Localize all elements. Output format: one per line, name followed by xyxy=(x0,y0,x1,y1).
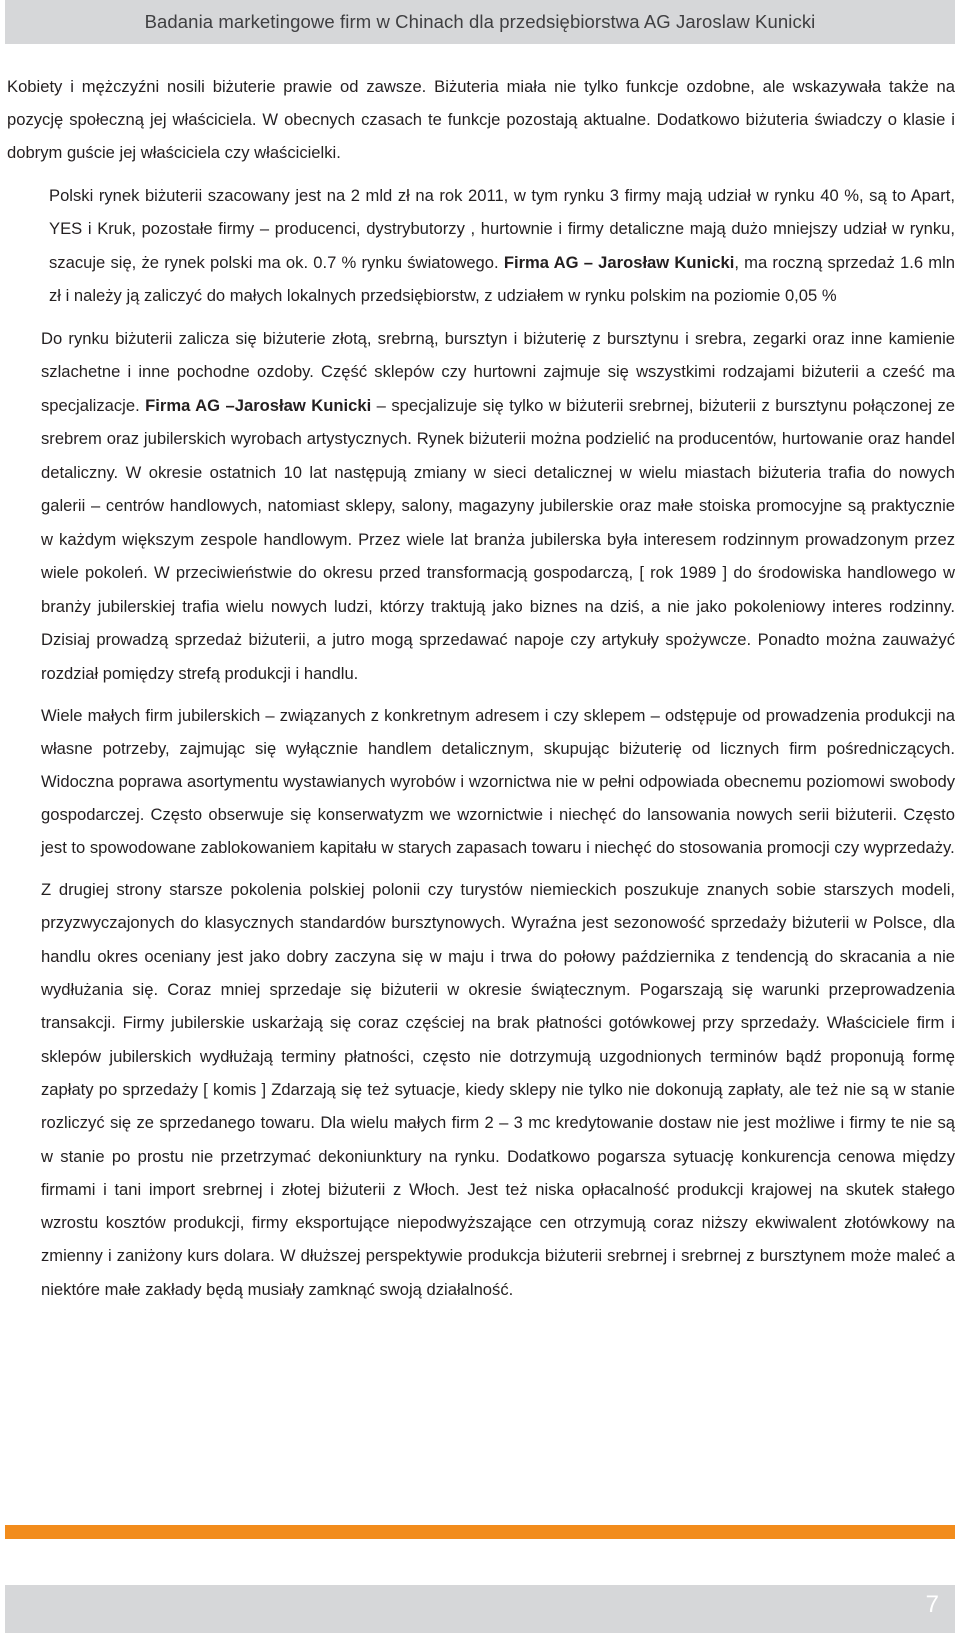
paragraph-market-size xyxy=(7,179,955,313)
paragraph-market-structure-text-end: – specjalizuje się tylko w biżuterii srebrnej, biżuterii z bursztynu połączonej ze srebrem oraz jubilerskich wyrobach artystycznych. Rynek biżuterii można podzielić na producentów, hurtowanie oraz handel detaliczny. W okresie ostatnich 10 lat następują zmiany w sieci detalicznej w wielu miastach biżuteria trafia do nowych galerii – centrów handlowych, natomiast sklepy, salony, magazyny jubilerskie oraz małe stoiska promocyjne są praktycznie w każdym większym zespole handlowym. Przez wiele lat branża jubilerska była interesem rodzinnym prowadzonym przez wiele pokoleń. W przeciwieństwie do okresu przed transformacją gospodarczą, [ rok 1989 ] do środowiska handlowego w branży jubilerskiej trafia wielu nowych ludzi, którzy traktują jako biznes na dziś, a nie jako pokoleniowy interes rodzinny. Dzisiaj prowadzą sprzedaż biżuterii, a jutro mogą sprzedawać napoje czy artykuły spożywcze. Ponadto można zauważyć rozdział pomiędzy strefą produkcji i handlu. xyxy=(41,395,956,683)
paragraph-small-firms: Wiele małych firm jubilerskich – związanych z konkretnym adresem i czy sklepem – odstępuje od prowadzenia produkcji na własne potrzeby, zajmując się wyłącznie handlem detalicznym, skupując biżuterię od licznych firm pośredniczących. Widoczna poprawa asortymentu wystawianych wyrobów i wzornictwa nie w pełni odpowiada obecnemu poziomowi swobody gospodarczej. Często obserwuje się konserwatyzm we wzornictwie i niechęć do lansowania nowych serii biżuterii. Często jest to spowodowane zablokowaniem kapitału w starych zapasach towaru i niechęć do stosowania promocji czy wyprzedaży. xyxy=(41,706,955,858)
paragraph-intro: Kobiety i mężczyźni nosili biżuterie prawie od zawsze. Biżuteria miała nie tylko funkcje ozdobne, ale wskazywała także na pozycję społeczną jej właściciela. W obecnych czasach te funkcje pozostają aktualne. Dodatkowo biżuteria świadczy o klasie i dobrym guście jej właściciela czy właścicielki. xyxy=(7,77,955,162)
footer-accent-rule xyxy=(5,1525,955,1539)
company-name-bold: Firma AG – Jarosław Kunicki xyxy=(503,252,735,272)
paragraph-seasonality: Z drugiej strony starsze pokolenia polskiej polonii czy turystów niemieckich poszukuje znanych sobie starszych modeli, przyzwyczajonych do klasycznych standardów bursztynowych. Wyraźna jest sezonowość sprzedaży biżuterii w Polsce, dla handlu okres oceniany jest jako dobry zaczyna się w maju i trwa do połowy października z tendencją do skracania a nie wydłużania się. Coraz mniej sprzedaje się biżuterii w okresie świątecznym. Pogarszają się warunki przeprowadzenia transakcji. Firmy jubilerskie uskarżają się coraz częściej na brak płatności gotówkowej przy sprzedaży. Właściciele firm i sklepów jubilerskich wydłużają terminy płatności, często nie dotrzymują uzgodnionych terminów bądź proponują formę zapłaty po sprzedaży [ komis ] Zdarzają się też sytuacje, kiedy sklepy nie tylko nie dokonują zapłaty, ale też nie są w stanie rozliczyć się ze sprzedanego towaru. Dla wielu małych firm 2 – 3 mc kredytowanie dostaw nie jest możliwe i firmy te nie są w stanie po prostu nie przetrzymać dekoniunktury na rynku. Dodatkowo pogarsza sytuację konkurencja cenowa między firmami i tani import srebrnej i złotej biżuterii z Włoch. Jest też niska opłacalność produkcji krajowej na skutek stałego wzrostu kosztów produkcji, firmy eksportujące niepodwyższające cen otrzymują coraz niższy ekwiwalent złotówkowy na zmienny i zaniżony kurs dolara. W dłuższej perspektywie produkcja biżuterii srebrnej i srebrnej z bursztynem może maleć a niektóre małe zakłady będą musiały zamknąć swoją działalność. xyxy=(41,880,955,1299)
page-footer xyxy=(5,1585,955,1633)
paragraph-market-structure-text: Do rynku biżuterii zalicza się biżuterie złotą, srebrną, bursztyn i biżuterię z bursztynu i srebra, zegarki oraz inne kamienie szlachetne i inne pochodne ozdoby. Część sklepów czy hurtowni zajmuje się wszystkimi rodzajami biżuterii a cześć ma specjalizacje. xyxy=(41,328,955,415)
paragraph-market-size-text: Polski rynek biżuterii szacowany jest na 2 mld zł na rok 2011, w tym rynku 3 firmy mają udział w rynku 40 %, są to Apart, YES i Kruk, pozostałe firmy – producenci, dystrybutorzy , hurtownie i firmy detaliczne mają dużo mniejszy udział w rynku, szacuje się, że rynek polski ma ok. 0.7 % rynku światowego. xyxy=(49,186,955,272)
paragraph-market-structure xyxy=(7,322,955,691)
header-title: Badania marketingowe firm w Chinach dla przedsiębiorstwa AG Jaroslaw Kunicki xyxy=(144,11,816,32)
page-header xyxy=(5,0,955,44)
page-number: 7 xyxy=(925,1591,939,1618)
paragraph-market-size-text-end: , ma roczną sprzedaż 1.6 mln zł i należy ją zaliczyć do małych lokalnych przedsiębiorstw, z udziałem w rynku polskim na poziomie 0,05 % xyxy=(49,252,956,306)
document-body xyxy=(7,70,955,1306)
company-name-bold: Firma AG –Jarosław Kunicki xyxy=(145,395,372,415)
